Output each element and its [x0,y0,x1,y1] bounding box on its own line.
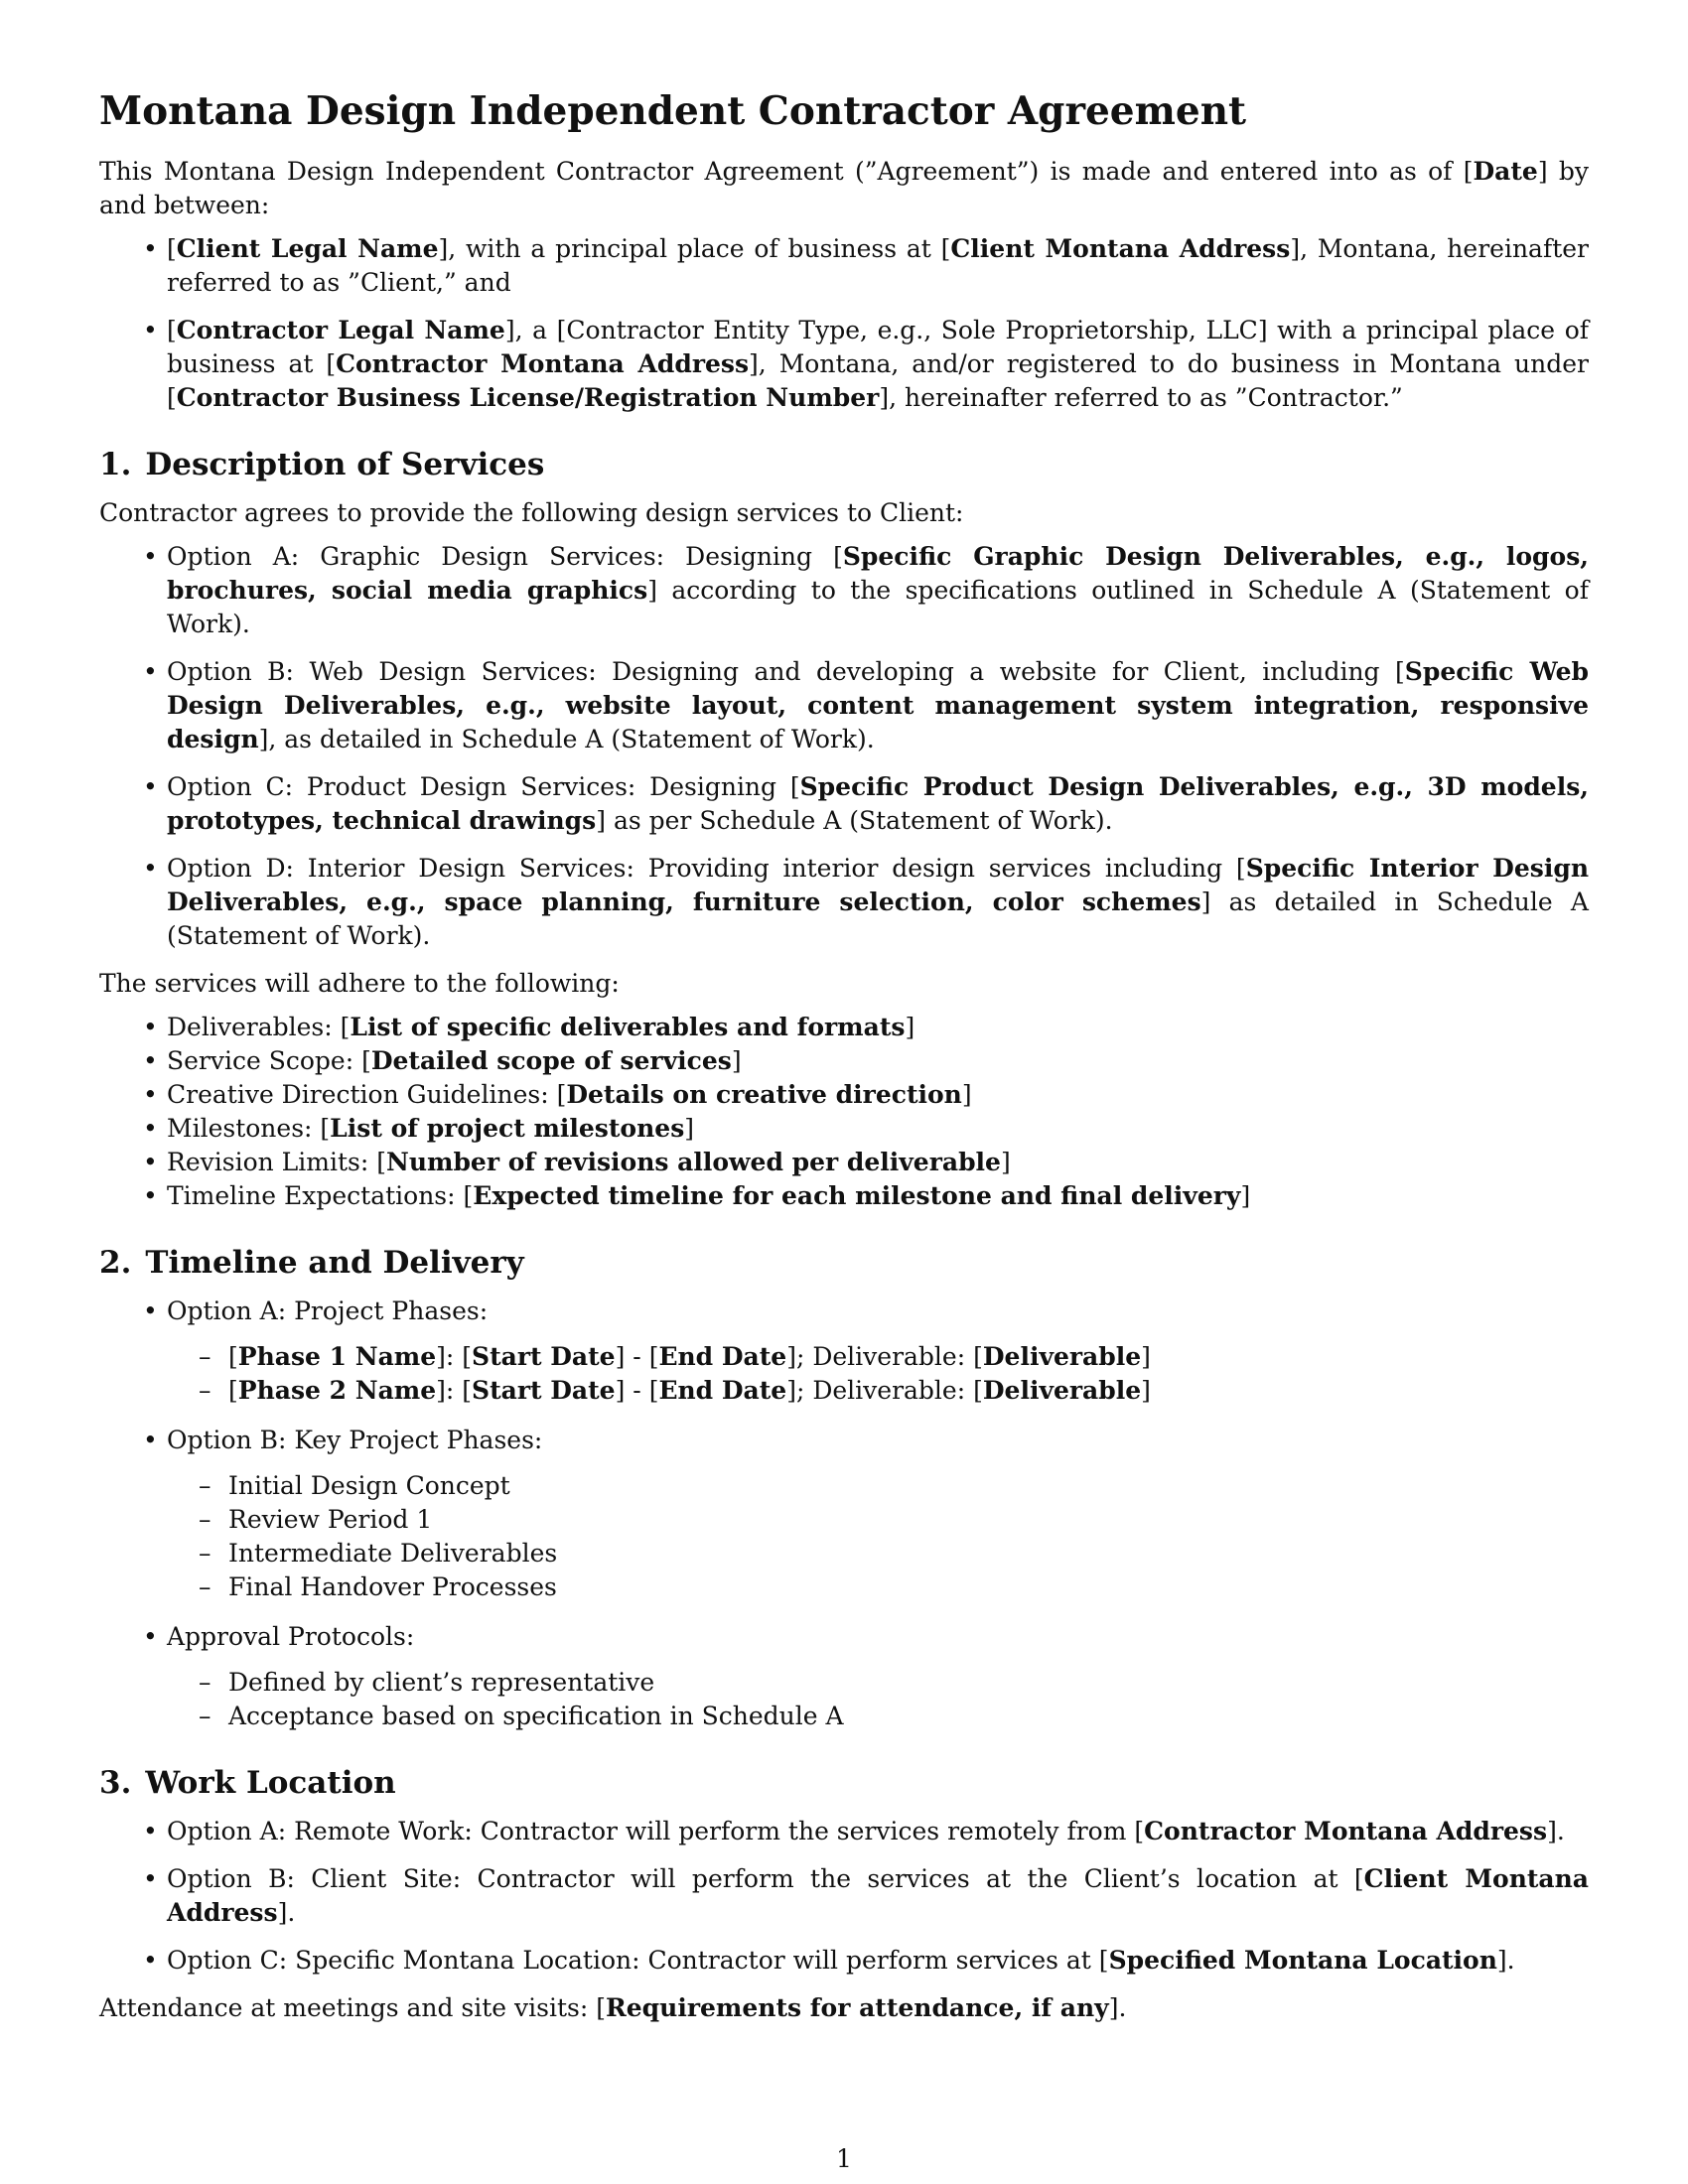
list-item: – Final Handover Processes [228,1570,1589,1604]
document-title: Montana Design Independent Contractor Agreement [99,88,1247,134]
section-1-heading: 1. Description of Services [99,447,545,482]
section-3-heading: 3. Work Location [99,1765,396,1801]
timeline-list [99,1295,1589,1733]
adherence-list [99,1011,1589,1213]
service-option-b: • Option B: Web Design Services: Designing and developing a website for Client, including [Specific Web Design Deliverables, e.g., website layout, content management system integration, responsive design], as detailed in Schedule A (Statement of Work). [167,655,1589,756]
list-item: • Timeline Expectations: [Expected timeline for each milestone and final delivery] [167,1179,1589,1213]
list-item: – Intermediate Deliverables [228,1537,1589,1570]
service-option-d: • Option D: Interior Design Services: Providing interior design services including [Specific Interior Design Deliverables, e.g., space planning, furniture selection, color schemes] as detailed in Schedule A (Statement of Work). [167,852,1589,953]
list-item: • Deliverables: [List of specific deliverables and formats] [167,1011,1589,1044]
location-option-b: • Option B: Client Site: Contractor will perform the services at the Client’s location at [Client Montana Address]. [167,1862,1589,1930]
location-option-a: • Option A: Remote Work: Contractor will perform the services remotely from [Contractor Montana Address]. [167,1815,1589,1848]
party-client: • [Client Legal Name], with a principal place of business at [Client Montana Address], Montana, hereinafter referred to as ”Client,” and [167,232,1589,300]
approval-protocols: • Approval Protocols: – Defined by client’s representative – Acceptance based on specification in Schedule A [167,1620,1589,1733]
phase-list [167,1340,1589,1408]
list-item: • Service Scope: [Detailed scope of services] [167,1044,1589,1078]
page-number: 1 [836,2144,852,2173]
phase-item: – [Phase 1 Name]: [Start Date] - [End Date]; Deliverable: [Deliverable] [228,1340,1589,1374]
timeline-option-b: • Option B: Key Project Phases: – Initial Design Concept – Review Period 1 – Intermediate Deliverables – Final Handover Processes [167,1424,1589,1604]
parties-list [99,232,1589,415]
list-item: • Revision Limits: [Number of revisions allowed per deliverable] [167,1146,1589,1179]
list-item: – Review Period 1 [228,1503,1589,1537]
attendance-paragraph: Attendance at meetings and site visits: [Requirements for attendance, if any]. [99,1993,1127,2022]
party-contractor: • [Contractor Legal Name], a [Contractor Entity Type, e.g., Sole Proprietorship, LLC] with a principal place of business at [Contractor Montana Address], Montana, and/or registered to do business in Montana under [Contractor Business License/Registration Number], hereinafter referred to as ”Contractor.” [167,314,1589,415]
timeline-option-a: • Option A: Project Phases: – [Phase 1 Name]: [Start Date] - [End Date]; Deliverable: [Deliverable] – [Phase 2 Name]: [Start Date] - [End Date]; Deliverable: [Deliverable] [167,1295,1589,1408]
intro-paragraph: This Montana Design Independent Contractor Agreement (”Agreement”) is made and entered into as of [Date] by and between: [99,157,1589,219]
adhere-intro: The services will adhere to the following: [99,969,620,998]
document-page [99,87,1589,2035]
list-item: • Creative Direction Guidelines: [Details on creative direction] [167,1078,1589,1112]
service-options-list [99,540,1589,953]
section-1-intro: Contractor agrees to provide the following design services to Client: [99,498,964,527]
key-phase-list [167,1469,1589,1604]
approval-list [167,1666,1589,1733]
list-item: – Initial Design Concept [228,1469,1589,1503]
list-item: – Acceptance based on specification in Schedule A [228,1700,1589,1733]
location-options-list [99,1815,1589,1978]
phase-item: – [Phase 2 Name]: [Start Date] - [End Date]; Deliverable: [Deliverable] [228,1374,1589,1408]
list-item: • Milestones: [List of project milestones] [167,1112,1589,1146]
service-option-a: • Option A: Graphic Design Services: Designing [Specific Graphic Design Deliverables, e.g., logos, brochures, social media graphics] according to the specifications outlined in Schedule A (Statement of Work). [167,540,1589,641]
location-option-c: • Option C: Specific Montana Location: Contractor will perform services at [Specified Montana Location]. [167,1944,1589,1978]
list-item: – Defined by client’s representative [228,1666,1589,1700]
service-option-c: • Option C: Product Design Services: Designing [Specific Product Design Deliverables, e.g., 3D models, prototypes, technical drawings] as per Schedule A (Statement of Work). [167,770,1589,838]
section-2-heading: 2. Timeline and Delivery [99,1245,524,1281]
date-placeholder: Date [1473,157,1538,186]
